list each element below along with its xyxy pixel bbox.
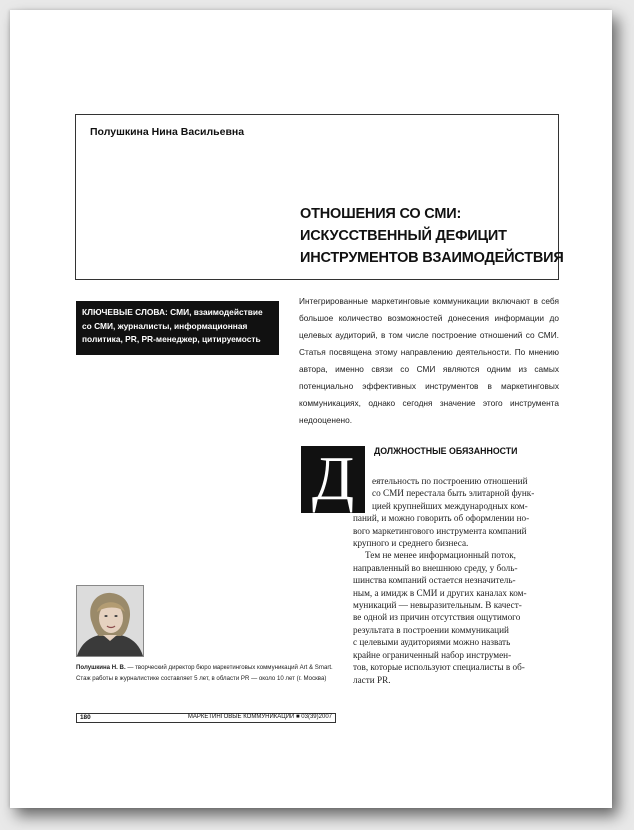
title-line-3: ИНСТРУМЕНТОВ ВЗАИМОДЕЙСТВИЯ — [300, 250, 564, 266]
title-line-1: ОТНОШЕНИЯ СО СМИ: — [300, 206, 462, 222]
body-line: вого маркетингового инструмента компаний — [353, 525, 527, 536]
body-line: ным, а имидж в СМИ и других каналах ком- — [353, 587, 527, 598]
author-photo — [76, 585, 144, 657]
body-line: результата в построении коммуникаций — [353, 624, 509, 635]
body-line: шинства компаний остается незначитель- — [353, 575, 516, 586]
body-line: Тем не менее информационный поток, — [365, 550, 516, 561]
body-line: ве одной из причин отсутствия ощутимого — [353, 612, 521, 623]
body-line: еятельность по построению отношений — [372, 476, 528, 486]
journal-page — [10, 10, 612, 808]
body-line: паний, и можно говорить об оформлении но- — [353, 513, 530, 524]
page-footer — [76, 713, 336, 723]
keywords-box: КЛЮЧЕВЫЕ СЛОВА: СМИ, взаимодействие со СМИ, журналисты, информационная политика, PR, PR-менеджер, цитируемость — [76, 301, 279, 355]
bio-name: Полушкина Н. В. — [76, 664, 126, 671]
body-line: направленный во внешнюю среду, у боль- — [353, 562, 518, 573]
page-number: 180 — [80, 714, 91, 721]
body-line: крайне ограниченный набор инструмен- — [353, 649, 512, 660]
body-line: тов, которые используют специалисты в об- — [353, 662, 525, 673]
body-line: с целевыми аудиториями можно назвать — [353, 637, 511, 648]
title-line-2: ИСКУССТВЕННЫЙ ДЕФИЦИТ — [300, 228, 507, 244]
body-line: ласти PR. — [353, 674, 391, 685]
author-name: Полушкина Нина Васильевна — [90, 126, 245, 138]
body-line: цией крупнейших международных ком- — [372, 500, 528, 511]
body-line: крупного и среднего бизнеса. — [353, 538, 469, 549]
bio-text: — творческий директор бюро маркетинговых коммуникаций Art & Smart. Стаж работы в журналистике составляет 5 лет, в области PR — около 10 лет (г. Москва) — [76, 664, 333, 682]
author-bio — [76, 662, 338, 684]
drop-cap: Д — [301, 446, 365, 513]
body-line: со СМИ перестала быть элитарной функ- — [372, 488, 535, 499]
body-line: муникаций — невыразительным. В качест- — [353, 600, 522, 611]
body-text — [299, 475, 559, 686]
article-abstract: Интегрированные маркетинговые коммуникации включают в себя большое количество возможностей донесения информации до целевых аудиторий, в том числе построение отношений со СМИ. Статья посвящена этому направлению деятельности. По мнению автора, именно связи со СМИ являются одним из самых потенциально эффективных инструментов в маркетинговых коммуникациях, однако сегодня значение этого инструмента недооценено. — [299, 296, 559, 425]
article-header — [75, 114, 564, 280]
journal-name: МАРКЕТИНГОВЫЕ КОММУНИКАЦИИ ■ 03(39)2007 — [187, 714, 332, 720]
article-title — [300, 203, 564, 269]
section-heading: ДОЛЖНОСТНЫЕ ОБЯЗАННОСТИ — [374, 446, 518, 456]
